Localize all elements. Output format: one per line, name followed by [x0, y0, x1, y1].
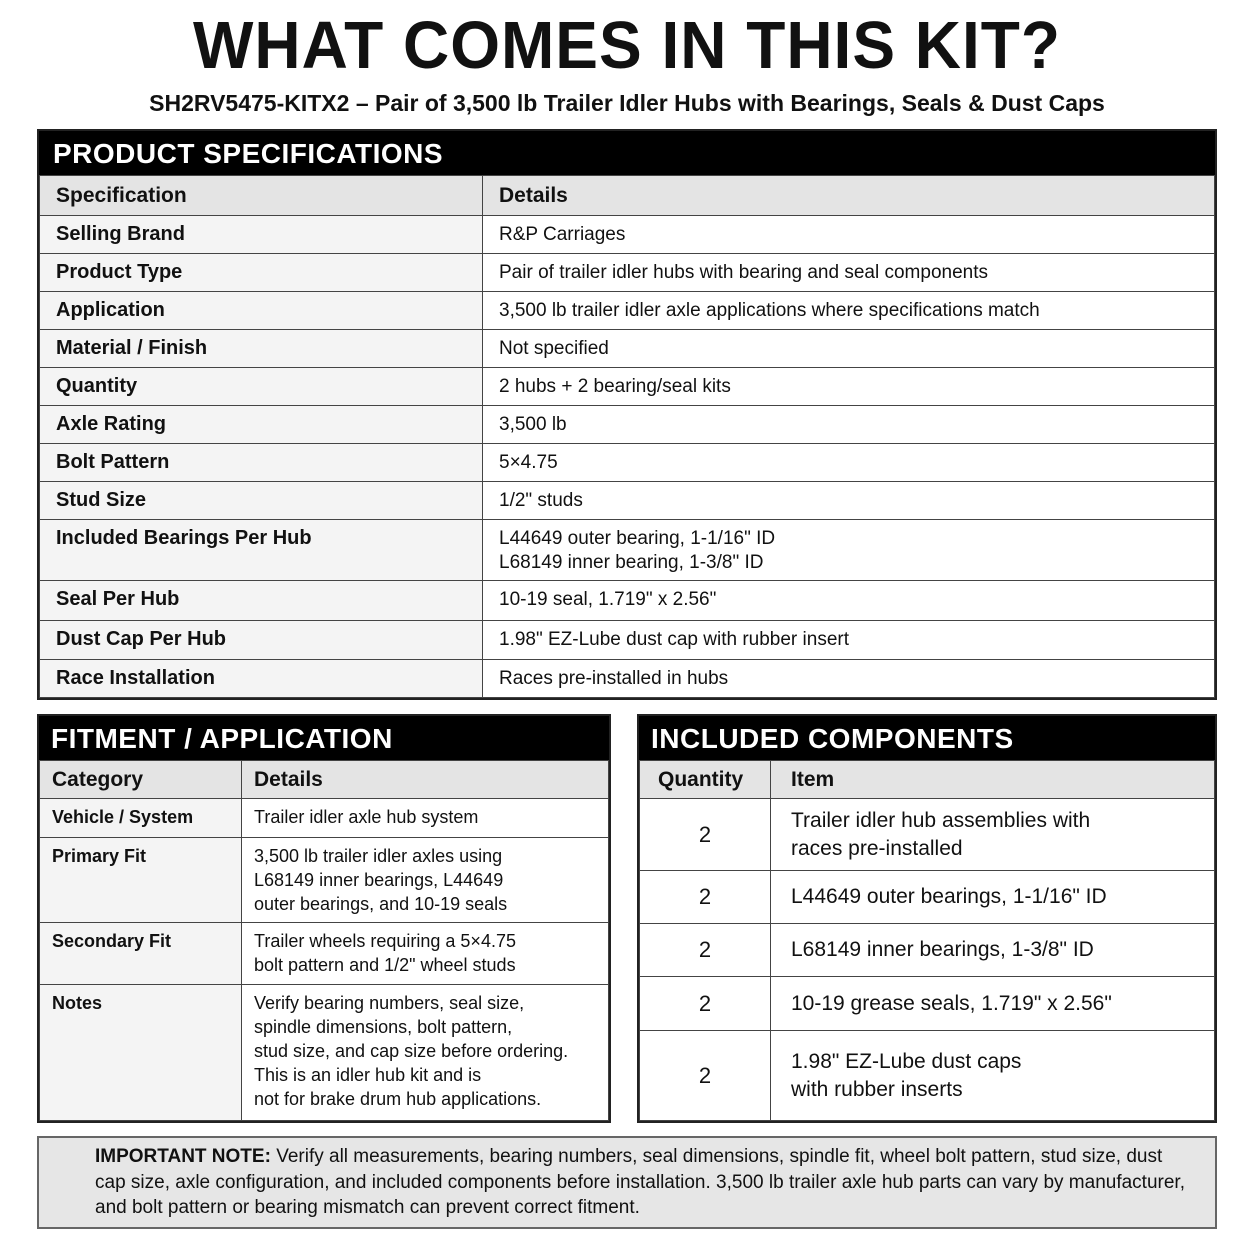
spec-label: Axle Rating	[40, 406, 483, 444]
table-row	[40, 330, 1215, 368]
spec-value: 2 hubs + 2 bearing/seal kits	[483, 368, 1215, 406]
spec-value: 1.98" EZ-Lube dust cap with rubber insert	[483, 621, 1215, 660]
table-row	[640, 977, 1215, 1031]
table-row	[640, 799, 1215, 871]
component-quantity: 2	[640, 799, 771, 871]
fitment-line: stud size, and cap size before ordering.	[254, 1041, 569, 1061]
important-note-label: IMPORTANT NOTE:	[95, 1146, 271, 1167]
table-row	[40, 660, 1215, 698]
fitment-category: Secondary Fit	[40, 923, 242, 985]
table-row	[40, 985, 609, 1121]
component-line: 10-19 grease seals, 1.719" x 2.56"	[791, 991, 1112, 1015]
fitment-line: Verify bearing numbers, seal size,	[254, 993, 525, 1013]
table-row	[40, 406, 1215, 444]
spec-value: Not specified	[483, 330, 1215, 368]
fitment-line: This is an idler hub kit and is	[254, 1065, 482, 1085]
table-row	[40, 621, 1215, 660]
column-header-specification: Specification	[40, 176, 483, 216]
table-row	[40, 216, 1215, 254]
spec-label: Bolt Pattern	[40, 444, 483, 482]
component-quantity: 2	[640, 924, 771, 977]
product-specifications-panel	[37, 129, 1217, 700]
component-quantity: 2	[640, 871, 771, 924]
column-header-item: Item	[771, 761, 1215, 799]
component-line: races pre-installed	[791, 836, 963, 860]
spec-value: Pair of trailer idler hubs with bearing and seal components	[483, 254, 1215, 292]
spec-value: R&P Carriages	[483, 216, 1215, 254]
spec-label: Race Installation	[40, 660, 483, 698]
table-row	[40, 581, 1215, 621]
fitment-category: Vehicle / System	[40, 799, 242, 838]
fitment-category: Notes	[40, 985, 242, 1121]
component-line: Trailer idler hub assemblies with	[791, 808, 1091, 832]
component-quantity: 2	[640, 977, 771, 1031]
spec-value: 3,500 lb	[483, 406, 1215, 444]
spec-label: Quantity	[40, 368, 483, 406]
table-header-row	[640, 761, 1215, 799]
spec-value: 1/2" studs	[483, 482, 1215, 520]
included-components-panel	[637, 714, 1217, 1123]
table-row	[40, 254, 1215, 292]
column-header-details: Details	[483, 176, 1215, 216]
fitment-line: L68149 inner bearings, L44649	[254, 870, 504, 890]
table-row	[40, 482, 1215, 520]
spec-label: Selling Brand	[40, 216, 483, 254]
fitment-line: Trailer wheels requiring a 5×4.75	[254, 931, 516, 951]
fitment-line: spindle dimensions, bolt pattern,	[254, 1017, 513, 1037]
fitment-details	[242, 838, 609, 923]
table-row	[640, 871, 1215, 924]
column-header-quantity: Quantity	[640, 761, 771, 799]
fitment-details	[242, 799, 609, 838]
table-row	[40, 292, 1215, 330]
fitment-line: outer bearings, and 10-19 seals	[254, 894, 508, 914]
table-row	[40, 368, 1215, 406]
important-note-text: Verify all measurements, bearing numbers, seal dimensions, spindle fit, wheel bolt pattern, stud size, dust cap size, axle configuration, and included components before installation. 3,500 lb trailer axle hub parts can vary by manufacturer, and bolt pattern or bearing mismatch can prevent correct fitment.	[95, 1146, 1185, 1218]
fitment-details	[242, 923, 609, 985]
component-item	[771, 924, 1215, 977]
fitment-line: bolt pattern and 1/2" wheel studs	[254, 955, 516, 975]
table-header-row	[40, 761, 609, 799]
spec-label: Dust Cap Per Hub	[40, 621, 483, 660]
spec-label: Application	[40, 292, 483, 330]
page-title: WHAT COMES IN THIS KIT?	[193, 7, 1061, 83]
table-row	[40, 923, 609, 985]
table-row	[40, 520, 1215, 581]
included-components-header: INCLUDED COMPONENTS	[639, 716, 1215, 760]
fitment-application-panel	[37, 714, 611, 1123]
spec-label: Included Bearings Per Hub	[40, 520, 483, 581]
fitment-application-header: FITMENT / APPLICATION	[39, 716, 609, 760]
fitment-table	[39, 760, 609, 1121]
column-header-category: Category	[40, 761, 242, 799]
fitment-details	[242, 985, 609, 1121]
spec-value	[483, 520, 1215, 581]
table-header-row	[40, 176, 1215, 216]
table-row	[40, 838, 609, 923]
component-item	[771, 1031, 1215, 1121]
fitment-line: 3,500 lb trailer idler axles using	[254, 846, 503, 866]
product-specifications-header: PRODUCT SPECIFICATIONS	[39, 131, 1215, 175]
fitment-category: Primary Fit	[40, 838, 242, 923]
page-subtitle: SH2RV5475-KITX2 – Pair of 3,500 lb Trailer Idler Hubs with Bearings, Seals & Dust Caps	[149, 90, 1105, 116]
spec-value-line: L44649 outer bearing, 1-1/16" ID	[499, 528, 776, 549]
column-header-details: Details	[242, 761, 609, 799]
component-item	[771, 871, 1215, 924]
spec-label: Seal Per Hub	[40, 581, 483, 621]
included-components-table	[639, 760, 1215, 1121]
spec-value-line: L68149 inner bearing, 1-3/8" ID	[499, 552, 764, 573]
spec-label: Product Type	[40, 254, 483, 292]
component-line: L68149 inner bearings, 1-3/8" ID	[791, 938, 1094, 961]
spec-label: Material / Finish	[40, 330, 483, 368]
specifications-table	[39, 175, 1215, 698]
spec-value: Races pre-installed in hubs	[483, 660, 1215, 698]
table-row	[40, 444, 1215, 482]
spec-label: Stud Size	[40, 482, 483, 520]
important-note	[37, 1136, 1217, 1229]
fitment-line: not for brake drum hub applications.	[254, 1089, 542, 1109]
table-row	[640, 1031, 1215, 1121]
spec-value: 5×4.75	[483, 444, 1215, 482]
component-item	[771, 799, 1215, 871]
spec-value: 10-19 seal, 1.719" x 2.56"	[483, 581, 1215, 621]
table-row	[640, 924, 1215, 977]
spec-value: 3,500 lb trailer idler axle applications where specifications match	[483, 292, 1215, 330]
component-quantity: 2	[640, 1031, 771, 1121]
table-row	[40, 799, 609, 838]
component-item	[771, 977, 1215, 1031]
component-line: with rubber inserts	[791, 1077, 963, 1101]
component-line: 1.98" EZ-Lube dust caps	[791, 1049, 1022, 1073]
fitment-line: Trailer idler axle hub system	[254, 807, 479, 827]
component-line: L44649 outer bearings, 1-1/16" ID	[791, 885, 1107, 908]
